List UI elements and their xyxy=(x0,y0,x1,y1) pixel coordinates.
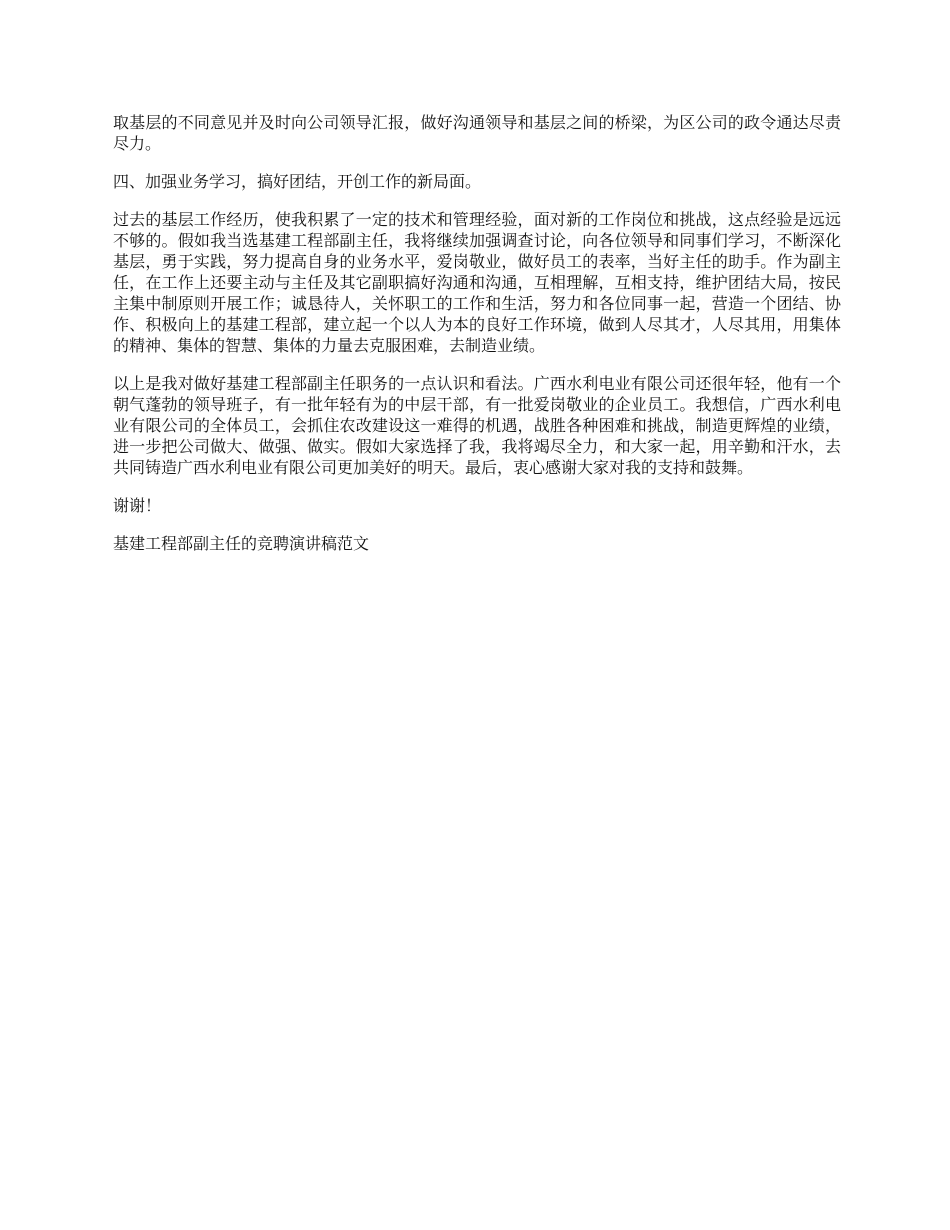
thanks-line: 谢谢！ xyxy=(113,496,162,515)
paragraph-continuation: 取基层的不同意见并及时向公司领导汇报，做好沟通领导和基层之间的桥梁，为区公司的政令通达尽责尽力。 xyxy=(113,113,841,153)
paragraph-conclusion: 以上是我对做好基建工程部副主任职务的一点认识和看法。广西水利电业有限公司还很年轻，他有一个朝气蓬勃的领导班子，有一批年轻有为的中层干部，有一批爱岗敬业的企业员工。我想信，广西水利电业有限公司的全体员工，会抓住农改建设这一难得的机遇，战胜各种困难和挑战，制造更辉煌的业绩，进一步把公司做大、做强、做实。假如大家选择了我，我将竭尽全力，和大家一起，用辛勤和汗水，去共同铸造广西水利电业有限公司更加美好的明天。最后，衷心感谢大家对我的支持和鼓舞。 xyxy=(113,374,841,477)
section-heading-four: 四、加强业务学习，搞好团结，开创工作的新局面。 xyxy=(113,172,482,191)
document-title-footer: 基建工程部副主任的竞聘演讲稿范文 xyxy=(113,534,370,553)
document-page xyxy=(113,112,841,571)
paragraph-experience: 过去的基层工作经历，使我积累了一定的技术和管理经验，面对新的工作岗位和挑战，这点经验是远远不够的。假如我当选基建工程部副主任，我将继续加强调查讨论，向各位领导和同事们学习，不断深化基层，勇于实践，努力提高自身的业务水平，爱岗敬业，做好员工的表率，当好主任的助手。作为副主任，在工作上还要主动与主任及其它副职搞好沟通和沟通，互相理解，互相支持，维护团结大局，按民主集中制原则开展工作；诚恳待人，关怀职工的工作和生活，努力和各位同事一起，营造一个团结、协作、积极向上的基建工程部，建立起一个以人为本的良好工作环境，做到人尽其才，人尽其用，用集体的精神、集体的智慧、集体的力量去克服困难，去制造业绩。 xyxy=(113,210,841,355)
